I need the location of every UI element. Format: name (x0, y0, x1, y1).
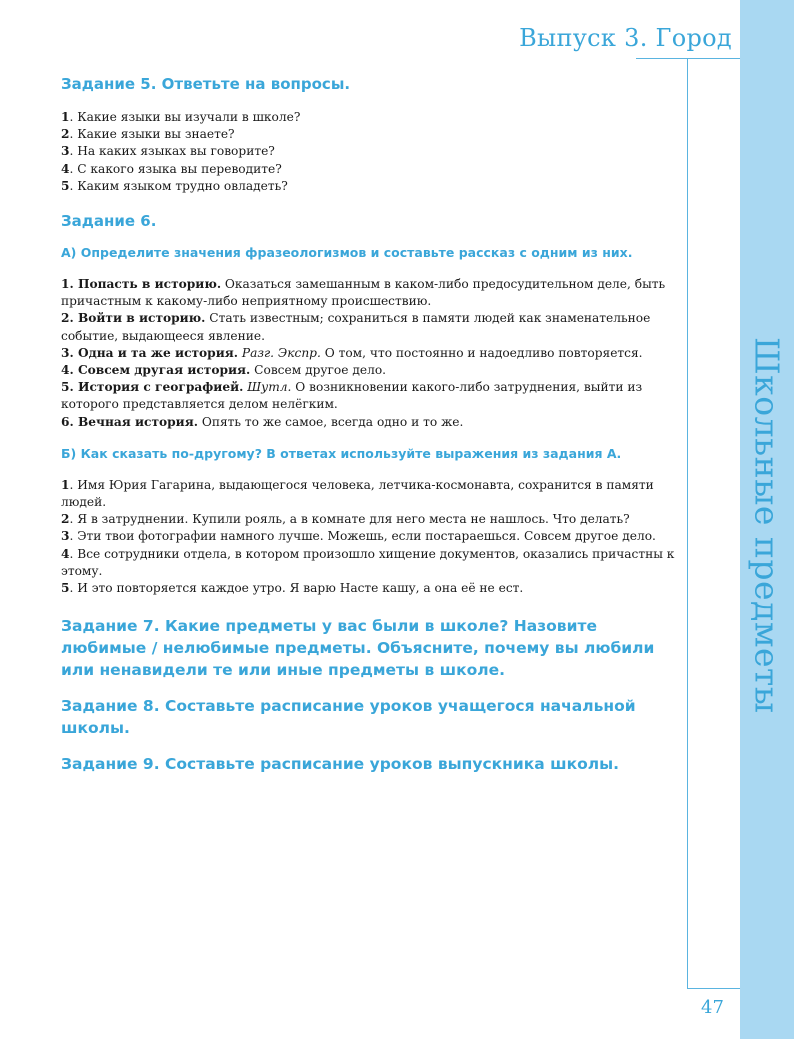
list-item: 3. Эти твои фотографии намного лучше. Можешь, если постараешься. Совсем другое дело. (61, 529, 656, 544)
sidebar-title-text: Школьные предметы (747, 336, 787, 714)
list-item: 5. И это повторяется каждое утро. Я варю Насте кашу, а она её не ест. (61, 581, 524, 596)
list-item: 5. Каким языком трудно овладеть? (61, 178, 288, 193)
list-item: 4. Все сотрудники отдела, в котором произошло хищение документов, оказались причастны к этому. (61, 546, 675, 578)
list-item: 2. Я в затруднении. Купили рояль, а в комнате для него места не нашлось. Что делать? (61, 512, 630, 527)
list-item: 2. Войти в историю. Стать известным; сохраниться в памяти людей как знаменательное событие, выдающееся явление. (61, 311, 651, 343)
list-item: 3. На каких языках вы говорите? (61, 144, 275, 159)
list-item: 1. Имя Юрия Гагарина, выдающегося человека, летчика-космонавта, сохранится в памяти людей. (61, 477, 654, 510)
list-item: 1. Какие языки вы изучали в школе? (61, 110, 301, 124)
task6b-sentences (61, 477, 676, 597)
task5-questions (61, 109, 676, 195)
list-item: 2. Какие языки вы знаете? (61, 127, 235, 142)
list-item: 5. История с географией. Шутл. О возникновении какого-либо затруднения, выйти из которого представляется делом нелёгким. (61, 380, 643, 412)
page-header-title: Выпуск 3. Город (519, 24, 732, 52)
task6a-idioms (61, 276, 676, 431)
task6b-heading: Б) Как сказать по-другому? В ответах используйте выражения из задания А. (61, 445, 622, 461)
list-item: 1. Попасть в историю. Оказаться замешанным в каком-либо предосудительном деле, быть причастным к какому-либо неприятному происшествию. (61, 277, 666, 309)
task9-heading: Задание 9. Составьте расписание уроков выпускника школы. (61, 755, 619, 774)
header-underline (636, 58, 740, 59)
list-item: 3. Одна и та же история. Разг. Экспр. О том, что постоянно и надоедливо повторяется. (61, 345, 643, 360)
list-item: 4. С какого языка вы переводите? (61, 161, 282, 176)
frame-vertical-line (687, 58, 688, 988)
task7-heading: Задание 7. Какие предметы у вас были в школе? Назовите любимые / нелюбимые предметы. Объясните, почему вы любили или ненавидели те или иные предметы в школе. (61, 617, 655, 680)
frame-bottom-line (687, 988, 740, 989)
sidebar-title (745, 330, 789, 720)
task8-heading: Задание 8. Составьте расписание уроков учащегося начальной школы. (61, 697, 636, 738)
task6-heading: Задание 6. (61, 212, 157, 231)
task6a-heading: А) Определите значения фразеологизмов и составьте рассказ с одним из них. (61, 245, 633, 261)
task5-heading: Задание 5. Ответьте на вопросы. (61, 75, 351, 93)
list-item: 6. Вечная история. Опять то же самое, всегда одно и то же. (61, 414, 464, 429)
page-number: 47 (701, 997, 724, 1018)
list-item: 4. Совсем другая история. Совсем другое дело. (61, 363, 387, 378)
page-content (61, 75, 676, 775)
